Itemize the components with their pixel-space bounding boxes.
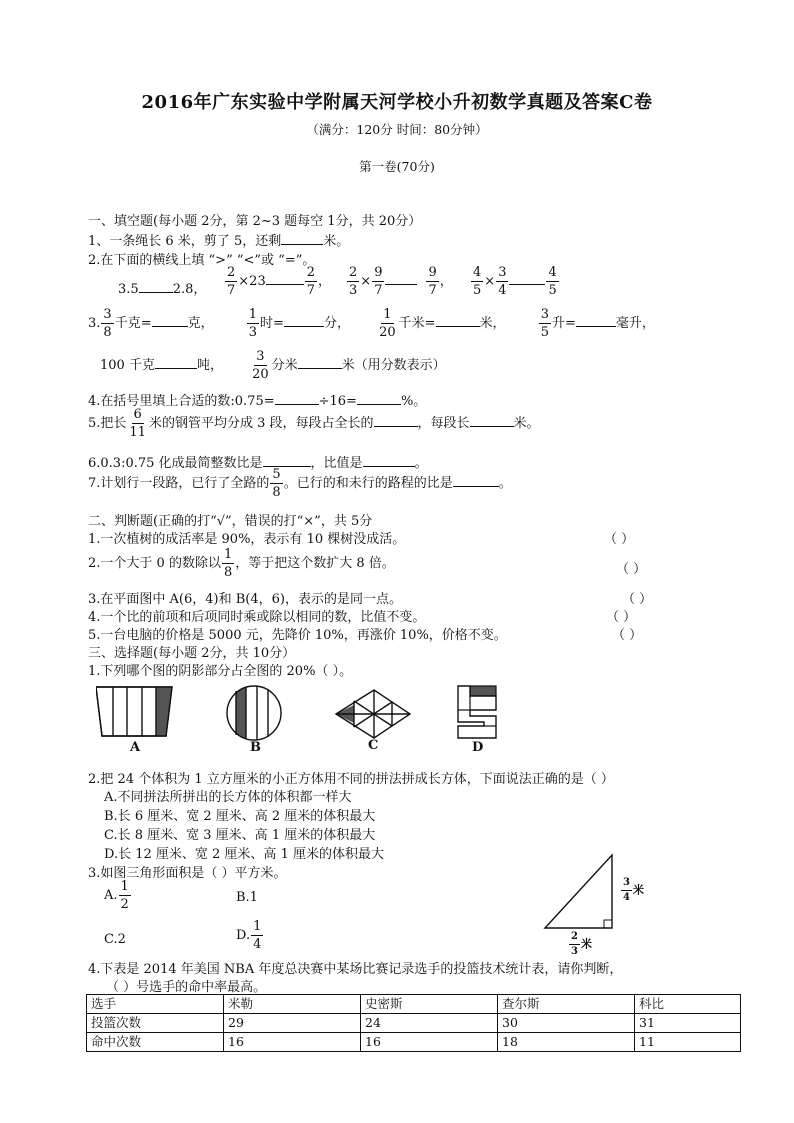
judge-paren[interactable]: （ ）	[616, 562, 647, 577]
fraction: $\frac{4}{5}$	[473, 265, 482, 298]
s1-q2: 2.在下面的横线上填 “>” “<”或 “=”。	[88, 253, 316, 268]
figure-label-d: D	[472, 740, 484, 755]
s1-q4: 4.在括号里填上合适的数:0.75= ÷16= %。	[88, 394, 427, 409]
s1-q2-item3: $\frac{2}{3}$ × $\frac{9}{7}$ $\frac{9}{7}$ ，	[349, 265, 453, 298]
fraction: $\frac{3}{4}$	[623, 877, 630, 903]
answer-blank[interactable]	[470, 425, 514, 427]
s2-q3: 3.在平面图中 A(6，4)和 B(4，6)，表示的是同一点。	[88, 592, 402, 607]
s3-q3-option-a[interactable]: A. $\frac{1}{2}$	[104, 879, 129, 912]
answer-blank[interactable]	[436, 325, 480, 327]
s2-q4: 4.一个比的前项和后项同时乘或除以相同的数，比值不变。	[88, 610, 426, 625]
s3-q4-line2: （ ）号选手的命中率最高。	[106, 980, 267, 995]
fraction: $\frac{1}{2}$	[120, 879, 129, 912]
answer-blank[interactable]	[275, 403, 319, 405]
s1-q5: 5.把长 $\frac{6}{11}$ 米的钢管平均分成 3 段，每段占全长的 ，每段长 米。	[88, 407, 540, 440]
fraction: $\frac{4}{5}$	[548, 265, 557, 298]
page-title: 2016年广东实验中学附属天河学校小升初数学真题及答案C卷	[141, 92, 653, 113]
triangle-height-label: $\frac{3}{4}$ 米	[623, 877, 644, 903]
s3-q4-line1: 4.下表是 2014 年美国 NBA 年度总决赛中某场比赛记录选手的投篮技术统计表，请你判断，	[88, 962, 623, 977]
answer-blank[interactable]	[576, 325, 616, 327]
figure-c-rhombus	[334, 688, 414, 740]
s3-q3: 3.如图三角形面积是（ ）平方米。	[88, 866, 287, 881]
fraction: $\frac{9}{7}$	[374, 265, 383, 298]
fraction: $\frac{2}{3}$	[571, 931, 578, 957]
s1-q2-item2: $\frac{2}{7}$ ×23 $\frac{2}{7}$ ，	[227, 265, 332, 298]
table-cell: 30	[498, 1014, 635, 1033]
figure-a-trapezoid	[96, 684, 180, 740]
table-header-cell: 查尔斯	[498, 995, 635, 1014]
figure-d-blocks	[456, 684, 500, 742]
table-header-cell: 史密斯	[361, 995, 498, 1014]
table-cell: 29	[224, 1014, 361, 1033]
table-row	[87, 1033, 741, 1052]
figure-label-b: B	[250, 740, 261, 755]
answer-blank[interactable]	[155, 367, 197, 369]
fraction: $\frac{3}{5}$	[540, 307, 549, 340]
fraction: $\frac{1}{4}$	[253, 919, 262, 952]
s3-q3-option-b[interactable]: B.1	[236, 890, 258, 905]
s1-q3-row1: 3. $\frac{3}{8}$ 千克= 克， $\frac{1}{3}$ 时= 分， $\frac{1}{20}$ 千米= 米， $\frac{3}{5}$ 升= 毫升，	[88, 307, 655, 340]
answer-blank[interactable]	[266, 283, 304, 285]
table-cell: 24	[361, 1014, 498, 1033]
section1-heading: 一、填空题(每小题 2分，第 2~3 题每空 1分，共 20分）	[88, 214, 422, 229]
fraction: $\frac{1}{8}$	[223, 547, 233, 580]
s2-q5: 5.一台电脑的价格是 5000 元，先降价 10%，再涨价 10%，价格不变。	[88, 628, 507, 643]
s3-q2-option-c[interactable]: C.长 8 厘米、宽 3 厘米、高 1 厘米的体积最大	[104, 828, 376, 843]
fraction: $\frac{3}{8}$	[103, 307, 112, 340]
answer-blank[interactable]	[263, 465, 311, 467]
fraction: $\frac{2}{3}$	[349, 265, 358, 298]
s3-q3-option-c[interactable]: C.2	[104, 932, 126, 947]
s2-q1: 1.一次植树的成活率是 90%，表示有 10 棵树没成活。	[88, 532, 406, 547]
judge-paren[interactable]: （ ）	[604, 532, 635, 547]
fraction: $\frac{9}{7}$	[428, 265, 437, 298]
answer-blank[interactable]	[152, 325, 188, 327]
judge-paren[interactable]: （ ）	[606, 610, 637, 625]
table-header-cell: 科比	[635, 995, 741, 1014]
answer-blank[interactable]	[139, 291, 173, 293]
s3-q2-option-a[interactable]: A.不同拼法所拼出的长方体的体积都一样大	[104, 790, 352, 805]
part-label: 第一卷(70分)	[359, 159, 435, 174]
judge-paren[interactable]: （ ）	[622, 592, 653, 607]
answer-blank[interactable]	[374, 425, 418, 427]
s3-q2: 2.把 24 个体积为 1 立方厘米的小正方体用不同的拼法拼成长方体，下面说法正确的是（ ）	[88, 772, 614, 787]
table-cell: 16	[224, 1033, 361, 1052]
answer-blank[interactable]	[453, 485, 499, 487]
s2-q2: 2.一个大于 0 的数除以 $\frac{1}{8}$ ，等于把这个数扩大 8 倍。	[88, 547, 395, 580]
table-row	[87, 1014, 741, 1033]
table-cell: 31	[635, 1014, 741, 1033]
section2-heading: 二、判断题(正确的打“√”，错误的打“×”，共 5分	[88, 514, 373, 529]
fraction: $\frac{1}{20}$	[379, 307, 396, 340]
answer-blank[interactable]	[357, 403, 401, 405]
fraction: $\frac{1}{3}$	[248, 307, 258, 340]
table-header-cell: 选手	[87, 995, 224, 1014]
fraction: $\frac{3}{20}$	[252, 349, 269, 382]
exam-info: （满分：120分 时间：80分钟）	[306, 122, 488, 137]
figure-label-c: C	[368, 738, 379, 753]
section3-heading: 三、选择题(每小题 2分，共 10分）	[88, 646, 296, 661]
s3-q1: 1.下列哪个图的阴影部分占全图的 20%（ ）。	[88, 664, 353, 679]
answer-blank[interactable]	[509, 283, 545, 285]
s1-q6: 6.0.3:0.75 化成最简整数比是 ，比值是 。	[88, 456, 428, 471]
fraction: $\frac{2}{7}$	[306, 265, 315, 298]
answer-blank[interactable]	[281, 243, 323, 245]
table-cell: 18	[498, 1033, 635, 1052]
right-triangle-figure	[540, 852, 620, 932]
fraction: $\frac{2}{7}$	[227, 265, 236, 298]
s1-q3-row2: 100 千克 吨， $\frac{3}{20}$ 分米 米（用分数表示）	[100, 349, 446, 382]
judge-paren[interactable]: （ ）	[612, 628, 643, 643]
s1-q2-item4: $\frac{4}{5}$ × $\frac{3}{4}$ $\frac{4}{5}$	[473, 265, 557, 298]
s3-q2-option-d[interactable]: D.长 12 厘米、宽 2 厘米、高 1 厘米的体积最大	[104, 847, 384, 862]
fraction: $\frac{5}{8}$	[272, 467, 281, 500]
fraction: $\frac{6}{11}$	[129, 407, 146, 440]
shooting-stats-table	[86, 994, 741, 1052]
triangle-base-label: $\frac{2}{3}$ 米	[571, 931, 592, 957]
table-header-cell: 米勒	[224, 995, 361, 1014]
s3-q2-option-b[interactable]: B.长 6 厘米、宽 2 厘米、高 2 厘米的体积最大	[104, 809, 376, 824]
table-cell: 16	[361, 1033, 498, 1052]
s1-q2-item1: 3.5 2.8，	[118, 282, 207, 297]
fraction: $\frac{3}{4}$	[498, 265, 507, 298]
answer-blank[interactable]	[298, 367, 342, 369]
s3-q3-option-d[interactable]: D. $\frac{1}{4}$	[236, 919, 262, 952]
answer-blank[interactable]	[363, 465, 415, 467]
answer-blank[interactable]	[284, 325, 324, 327]
s1-q1: 1、一条绳长 6 米，剪了 5，还剩 米。	[88, 234, 350, 249]
answer-blank[interactable]	[385, 283, 417, 285]
table-cell: 命中次数	[87, 1033, 224, 1052]
s1-q7: 7.计划行一段路，已行了全路的 $\frac{5}{8}$ 。已行的和未行的路程的比是 。	[88, 467, 512, 500]
figure-b-circle	[220, 684, 290, 742]
table-header-row	[87, 995, 741, 1014]
table-cell: 11	[635, 1033, 741, 1052]
figure-label-a: A	[130, 740, 141, 755]
table-cell: 投篮次数	[87, 1014, 224, 1033]
